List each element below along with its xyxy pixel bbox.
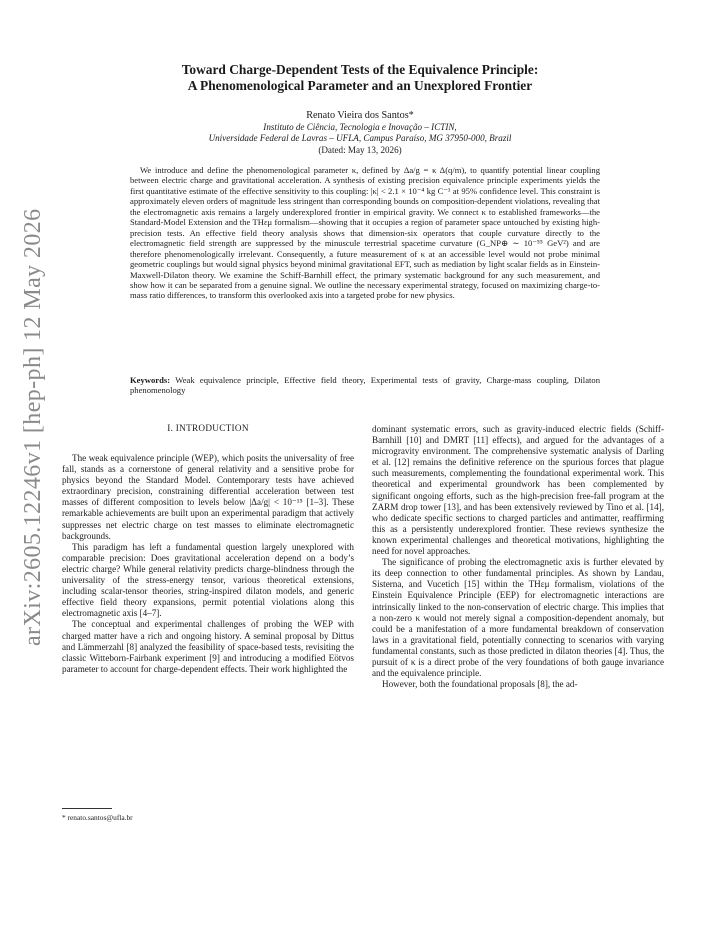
footnote-email: * renato.santos@ufla.br bbox=[62, 813, 133, 822]
title-line-2: A Phenomenological Parameter and an Unexplored Frontier bbox=[187, 77, 533, 93]
footnote-rule bbox=[62, 808, 112, 809]
author-name: Renato Vieira dos Santos* bbox=[306, 110, 414, 121]
section-heading-introduction: I. INTRODUCTION bbox=[167, 423, 249, 433]
paper-title bbox=[110, 62, 610, 93]
arxiv-identifier: arXiv:2605.12246v1 [hep-ph] 12 May 2026 bbox=[20, 208, 46, 646]
intro-paragraph: This paradigm has left a fundamental question largely unexplored with comparable precision: Does gravitational acceleration depend on a body’s electric charge? While general relativity predicts charge-blindness through the universality of the stress-energy tensor, various theoretical extensions, including scalar-tensor theories, string-inspired dilaton models, and generic effective field theory expansions, permit potential violations along this electromagnetic axis [4–7]. bbox=[62, 541, 354, 619]
keywords-label: Keywords: bbox=[130, 375, 171, 385]
abstract: We introduce and define the phenomenological parameter κ, defined by Δa/g = κ Δ(q/m), to quantify potential linear coupling between electric charge and gravitational acceleration. A synthesis of existing precision equivalence principle experiments yields the first quantitative estimate of the effective sensitivity to this coupling: |κ| < 2.1 × 10⁻⁴ kg C⁻¹ at 95% confidence level. This constraint is approximately eleven orders of magnitude less stringent than corresponding bounds on composition-dependent violations, revealing that the electromagnetic axis remains a largely underexplored frontier in empirical gravity. We connect κ to established frameworks—the Standard-Model Extension and the THεμ formalism—showing that it occupies a region of parameter space untouched by existing high-precision tests. An effective field theory analysis shows that dimension-six operators that couple curvature directly to the electromagnetic field strength are suppressed by the minuscule terrestrial spacetime curvature (G_NP⊕ ∼ 10⁻⁵⁵ GeV²) and are therefore phenomenologically irrelevant. Consequently, a future measurement of κ at an accessible level would not probe minimal geometric couplings but would signal physics beyond minimal gravitational EFT, such as mediation by light scalar fields as in Einstein-Maxwell-Dilaton theory. We examine the Schiff-Barnhill effect, the primary systematic background for any such measurement, and show how it can be separated from a genuine signal. We outline the necessary experimental strategy, focused on maximizing charge-to-mass ratio differences, to transform this overlooked axis into a targeted probe for new physics. bbox=[130, 165, 600, 301]
intro-paragraph: The conceptual and experimental challenges of probing the WEP with charged matter have a rich and ongoing history. A seminal proposal by Dittus and Lämmerzahl [8] analyzed the feasibility of space-based tests, revisiting the classic Witteborn-Fairbank experiment [9] and introducing a modified Eötvos parameter to account for charge-dependent effects. Their work highlighted the bbox=[62, 619, 354, 674]
intro-paragraph: However, both the foundational proposals [8], the ad- bbox=[382, 679, 578, 690]
left-column bbox=[62, 453, 354, 675]
keywords-list: Weak equivalence principle, Effective field theory, Experimental tests of gravity, Charge-mass coupling, Dilaton phenomenology bbox=[130, 375, 600, 396]
affiliation bbox=[90, 122, 630, 144]
intro-paragraph: The weak equivalence principle (WEP), which posits the universality of free fall, stands as a cornerstone of general relativity and a sensitive probe for physics beyond the Standard Model. Contemporary tests have achieved extraordinary precision, constraining differential acceleration between test masses of different composition to levels below |Δa/g| < 10⁻¹⁵ [1–3]. These remarkable achievements are built upon an experimental paradigm that actively suppresses net electric charge on test masses to eliminate electromagnetic backgrounds. bbox=[62, 453, 354, 541]
paper-date: (Dated: May 13, 2026) bbox=[318, 145, 402, 155]
title-line-1: Toward Charge-Dependent Tests of the Equivalence Principle: bbox=[181, 62, 539, 77]
keywords bbox=[130, 375, 600, 396]
right-column bbox=[372, 424, 664, 690]
intro-paragraph: dominant systematic errors, such as gravity-induced electric fields (Schiff-Barnhill [10] and DMRT [11] effects), and argued for the advantages of a microgravity environment. The comprehensive systematic analysis of Darling et al. [12] remains the definitive reference on the spurious forces that plague such measurements, complementing the foundational experimental work. This theoretical and experimental groundwork has been complemented by significant ongoing efforts, such as the high-precision free-fall program at the ZARM drop tower [13], and has been extensively reviewed by Tino et al. [14], who dedicate specific sections to charged particles and antimatter, reaffirming this as a persistently underexplored frontier. These reviews synthesize the known experimental challenges and theoretical motivations, highlighting the need for novel approaches. bbox=[372, 424, 664, 557]
affiliation-line-1: Instituto de Ciência, Tecnologia e Inovação – ICTIN, bbox=[263, 122, 457, 132]
affiliation-line-2: Universidade Federal de Lavras – UFLA, Campus Paraíso, MG 37950-000, Brazil bbox=[208, 133, 512, 144]
intro-paragraph: The significance of probing the electromagnetic axis is further elevated by its deep connection to other fundamental principles. As shown by Landau, Sisterna, and Vucetich [15] within the THεμ formalism, violations of the Einstein Equivalence Principle (EEP) for electromagnetic interactions are intrinsically linked to the non-conservation of electric charge. This implies that a non-zero κ would not merely signal a composition-dependent anomaly, but could be a manifestation of a more fundamental breakdown of conservation laws in a gravitational field, potentially connecting to scenarios with varying fundamental constants, such as those predicted in dilaton theories [4]. Thus, the pursuit of κ is a direct probe of the very foundations of both gauge invariance and the equivalence principle. bbox=[372, 557, 664, 679]
